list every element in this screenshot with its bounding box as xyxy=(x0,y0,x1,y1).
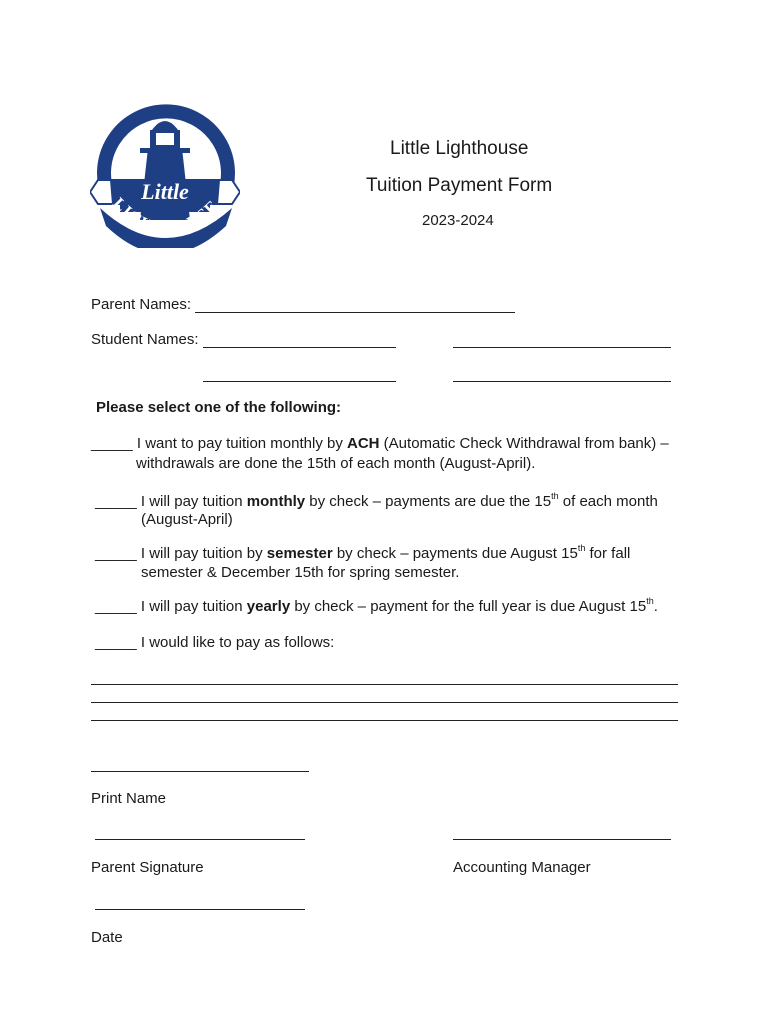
custom-plan-line-2[interactable] xyxy=(91,702,678,703)
accounting-manager-line[interactable] xyxy=(453,839,671,840)
accounting-manager-label: Accounting Manager xyxy=(453,859,591,876)
option-semester-line2: semester & December 15th for spring semester. xyxy=(141,564,460,581)
option-yearly[interactable]: _____ I will pay tuition yearly by check – payment for the full year is due August 15th. xyxy=(95,596,658,615)
custom-plan-line-1[interactable] xyxy=(91,684,678,685)
option-ach-line2: withdrawals are done the 15th of each month (August-April). xyxy=(136,455,536,472)
form-title: Tuition Payment Form xyxy=(366,175,553,196)
parent-signature-label: Parent Signature xyxy=(91,859,204,876)
parent-names-label: Parent Names: xyxy=(91,296,192,313)
school-year: 2023-2024 xyxy=(422,212,494,229)
custom-plan-line-3[interactable] xyxy=(91,720,678,721)
print-name-label: Print Name xyxy=(91,790,167,807)
instruction-heading: Please select one of the following: xyxy=(96,399,342,416)
option-semester-blank[interactable]: _____ xyxy=(95,545,137,562)
print-name-line[interactable] xyxy=(91,771,309,772)
student-name-line-2[interactable] xyxy=(453,347,671,348)
option-monthly-blank[interactable]: _____ xyxy=(95,493,137,510)
student-name-line-4[interactable] xyxy=(453,381,671,382)
parent-names-line[interactable] xyxy=(195,312,515,313)
date-label: Date xyxy=(91,929,123,946)
little-lighthouse-logo xyxy=(90,100,240,248)
option-monthly[interactable]: _____ I will pay tuition monthly by check – payments are due the 15th of each month xyxy=(95,491,658,510)
logo-text-lighthouse: LIGHTHOUSE xyxy=(109,193,223,239)
student-names-label: Student Names: xyxy=(91,331,199,348)
school-name: Little Lighthouse xyxy=(390,138,529,159)
parent-signature-line[interactable] xyxy=(95,839,305,840)
option-ach[interactable]: _____ I want to pay tuition monthly by ACH (Automatic Check Withdrawal from bank) – xyxy=(91,435,669,452)
option-custom[interactable]: _____ I would like to pay as follows: xyxy=(95,634,335,651)
option-ach-blank[interactable]: _____ xyxy=(91,435,133,452)
option-custom-blank[interactable]: _____ xyxy=(95,634,137,651)
date-line[interactable] xyxy=(95,909,305,910)
option-yearly-blank[interactable]: _____ xyxy=(95,598,137,615)
student-name-line-1[interactable] xyxy=(203,347,396,348)
option-semester[interactable]: _____ I will pay tuition by semester by check – payments due August 15th for fall xyxy=(95,543,631,562)
logo-text-little: Little xyxy=(141,179,189,204)
option-monthly-line2: (August-April) xyxy=(141,511,233,528)
student-name-line-3[interactable] xyxy=(203,381,396,382)
